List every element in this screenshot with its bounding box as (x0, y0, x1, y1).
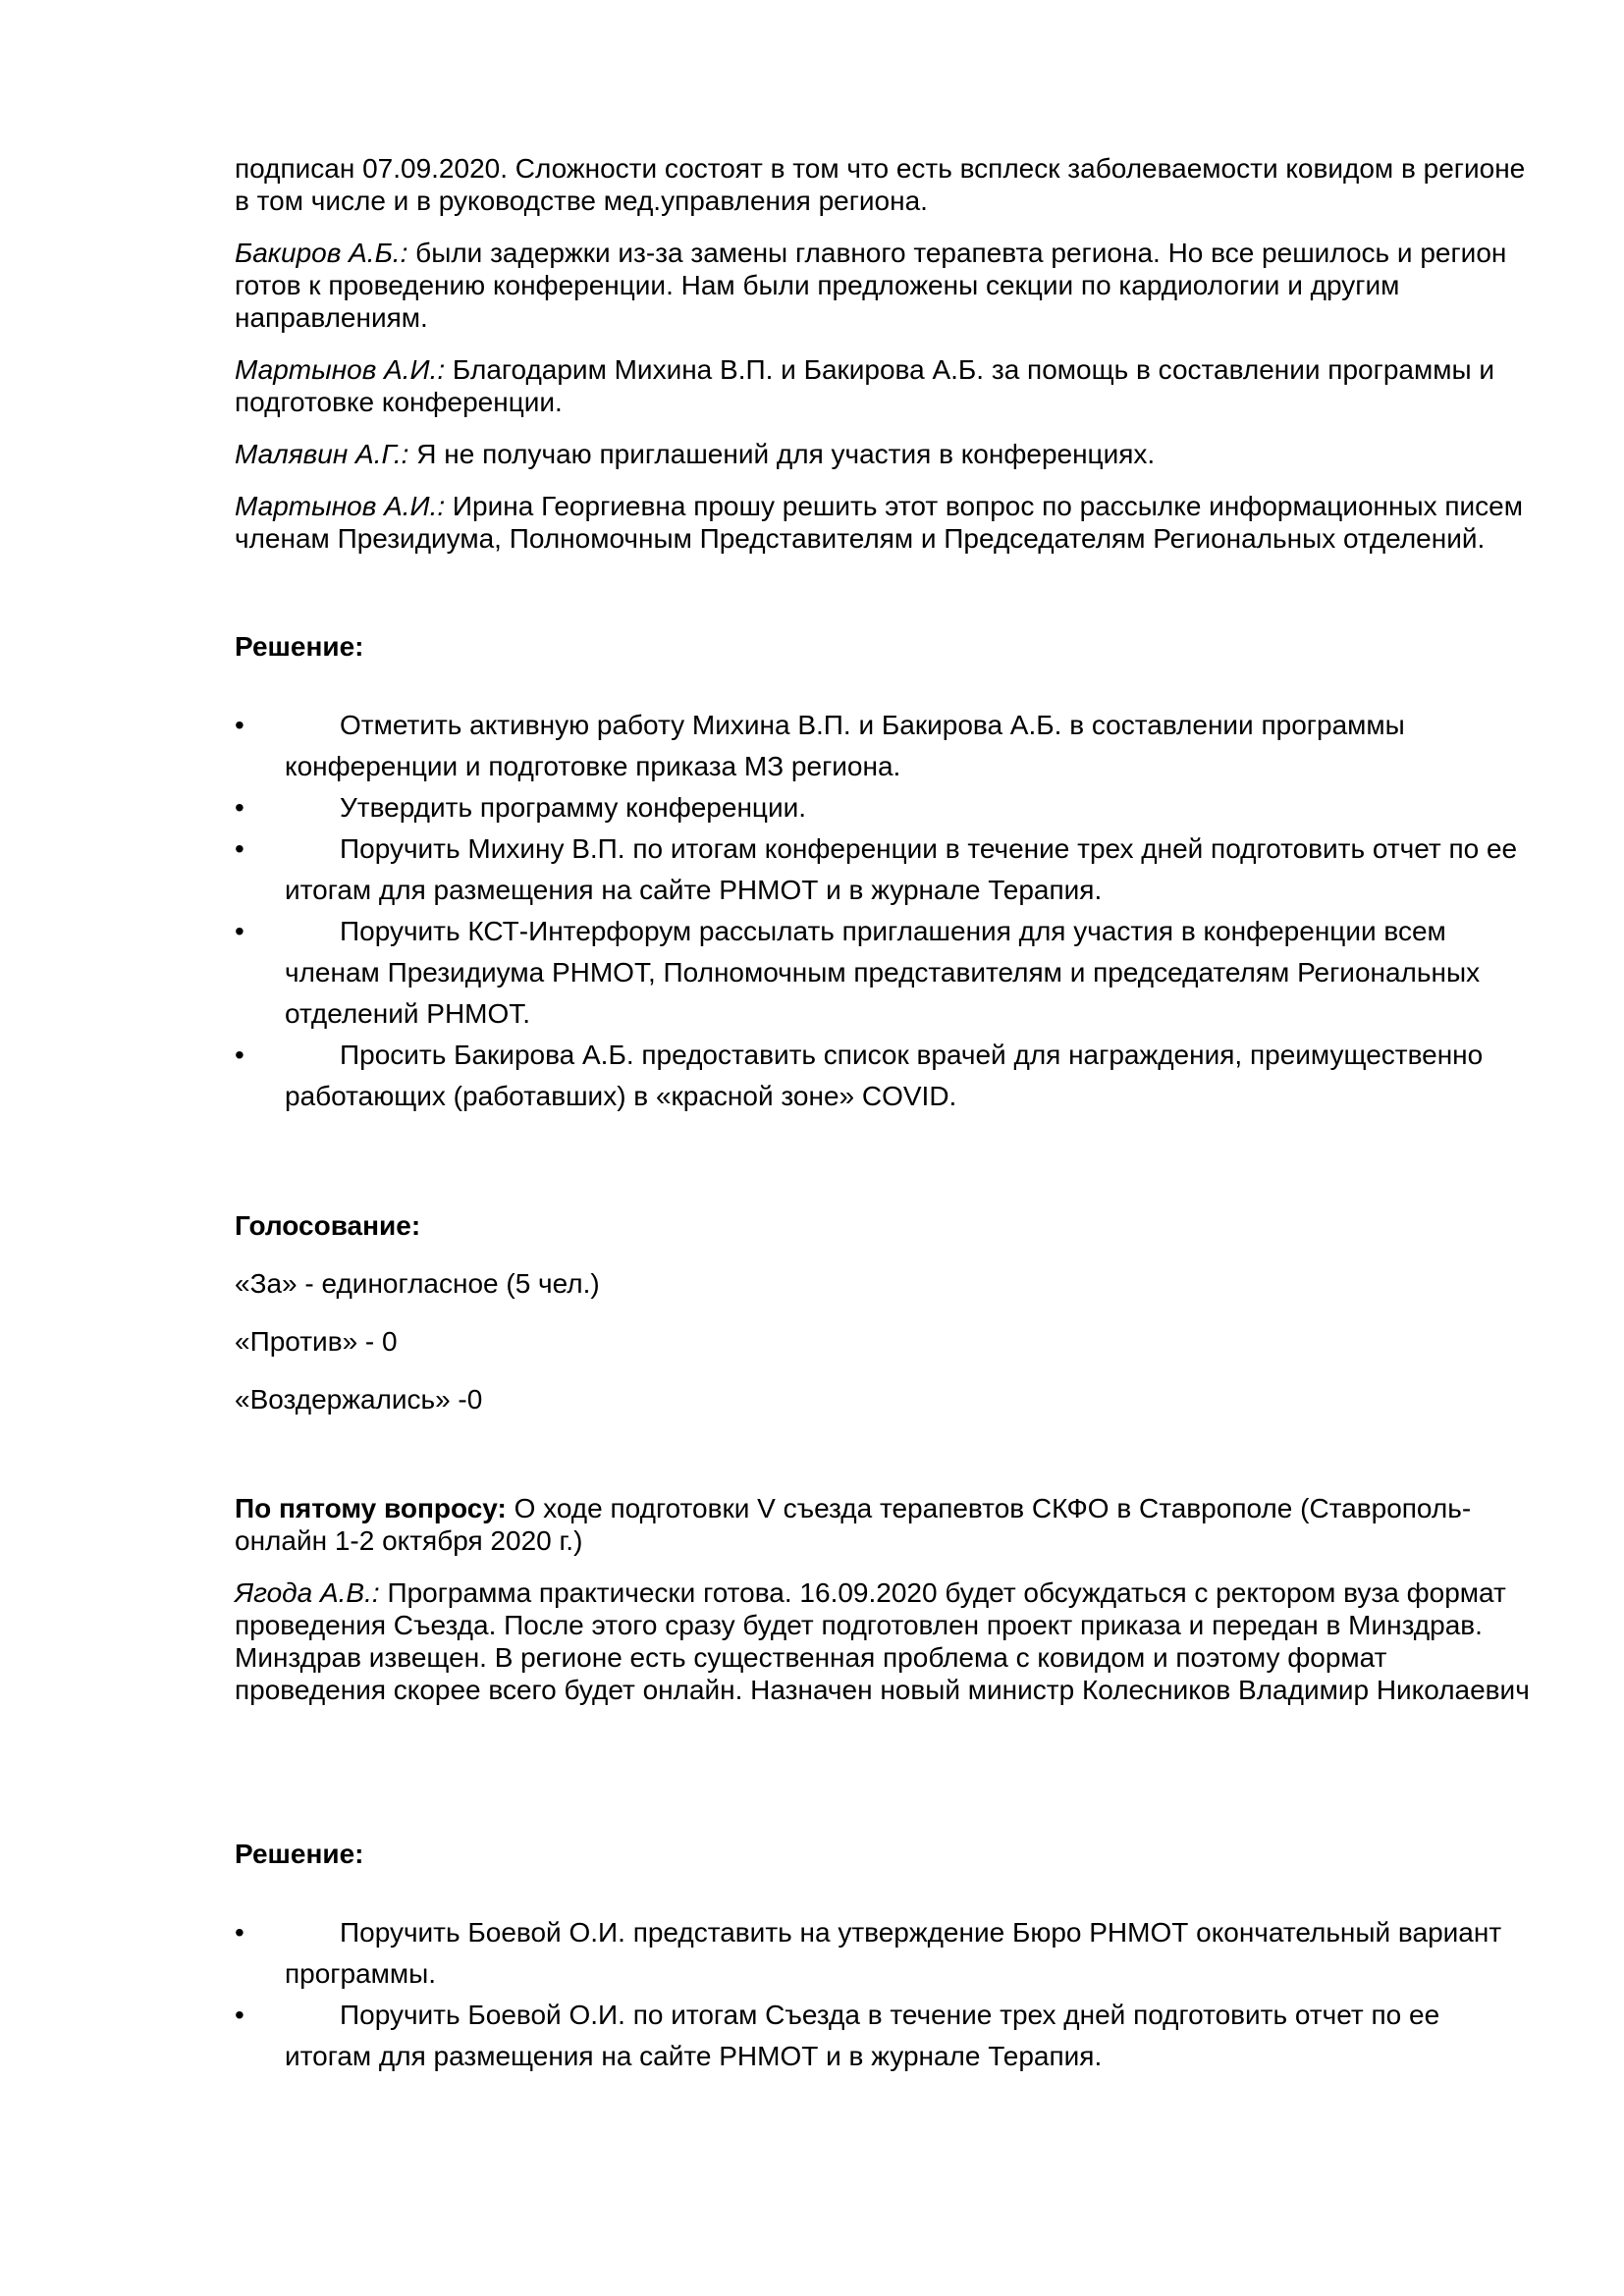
decision-item (235, 1035, 1531, 1117)
question-text: О ходе подготовки V съезда терапевтов СКФО в Ставрополе (Ставрополь- онлайн 1-2 октября 2020 г.) (235, 1493, 1472, 1556)
bullet-glyph: • (235, 2000, 244, 2030)
vote-for: «За» - единогласное (5 чел.) (235, 1268, 600, 1299)
remark-yagoda (235, 1576, 1531, 1706)
vote-abstained: «Воздержались» -0 (235, 1384, 483, 1415)
remark-bakirov (235, 237, 1531, 334)
document-page (235, 152, 1531, 2077)
decision-item-text: Отметить активную работу Михина В.П. и Бакирова А.Б. в составлении программы конференции и подготовке приказа МЗ региона. (285, 710, 1405, 781)
decision-item (235, 911, 1531, 1035)
remark-text: Благодарим Михина В.П. и Бакирова А.Б. за помощь в составлении программы и подготовке конференции. (235, 354, 1495, 417)
bullet-glyph: • (235, 1917, 244, 1948)
decision-item-text: Поручить КСТ-Интерфорум рассылать приглашения для участия в конференции всем членам Президиума РНМОТ, Полномочным представителям и председателям Региональных отделений РНМОТ. (285, 916, 1481, 1029)
decision-item-text: Поручить Боевой О.И. представить на утверждение Бюро РНМОТ окончательный вариант программы. (285, 1917, 1502, 1989)
vote-against: «Против» - 0 (235, 1326, 398, 1357)
bullet-glyph: • (235, 833, 244, 864)
question-label: По пятому вопросу: (235, 1493, 507, 1523)
remark-martynov-2 (235, 490, 1531, 555)
decision-list-2 (235, 1912, 1531, 2077)
bullet-glyph: • (235, 710, 244, 740)
decision-heading: Решение: (235, 631, 364, 662)
remark-text: Программа практически готова. 16.09.2020 будет обсуждаться с ректором вуза формат проведения Съезда. После этого сразу будет подготовлен проект приказа и передан в Минздрав. Минздрав извещен. В регионе есть существенная проблема с ковидом и поэтому формат проведения скорее всего будет онлайн. Назначен новый министр Колесников Владимир Николаевич (235, 1577, 1530, 1705)
question-five (235, 1492, 1531, 1557)
remark-text: были задержки из-за замены главного терапевта региона. Но все решилось и регион готов к проведению конференции. Нам были предложены секции по кардиологии и другим направлениям. (235, 238, 1507, 333)
decision-item-text: Утвердить программу конференции. (340, 792, 807, 823)
bullet-glyph: • (235, 1040, 244, 1070)
decision-list (235, 705, 1531, 1117)
decision-item (235, 787, 1531, 828)
voting-heading: Голосование: (235, 1210, 421, 1241)
decision-item (235, 828, 1531, 911)
decision-item (235, 1995, 1531, 2077)
decision-item-text: Поручить Михину В.П. по итогам конференции в течение трех дней подготовить отчет по ее итогам для размещения на сайте РНМОТ и в журнале Терапия. (285, 833, 1518, 905)
speaker-name: Бакиров А.Б.: (235, 238, 408, 268)
remark-text: Я не получаю приглашений для участия в конференциях. (408, 439, 1156, 469)
speaker-name: Ягода А.В.: (235, 1577, 380, 1608)
remark-text: Ирина Георгиевна прошу решить этот вопрос по рассылке информационных писем членам Президиума, Полномочным Представителям и Председателям Региональных отделений. (235, 491, 1523, 554)
decision-item (235, 705, 1531, 787)
remark-martynov-1 (235, 353, 1531, 418)
decision-heading-2: Решение: (235, 1839, 364, 1869)
speaker-name: Мартынов А.И.: (235, 491, 446, 521)
bullet-glyph: • (235, 792, 244, 823)
decision-item-text: Просить Бакирова А.Б. предоставить список врачей для награждения, преимущественно работающих (работавших) в «красной зоне» COVID. (285, 1040, 1484, 1111)
decision-item (235, 1912, 1531, 1995)
speaker-name: Малявин А.Г.: (235, 439, 409, 469)
intro-paragraph: подписан 07.09.2020. Сложности состоят в том что есть всплеск заболеваемости ковидом в регионе в том числе и в руководстве мед.управления региона. (235, 153, 1526, 216)
remark-malyavin (235, 438, 1531, 470)
speaker-name: Мартынов А.И.: (235, 354, 446, 385)
bullet-glyph: • (235, 916, 244, 946)
decision-item-text: Поручить Боевой О.И. по итогам Съезда в течение трех дней подготовить отчет по ее итогам для размещения на сайте РНМОТ и в журнале Терапия. (285, 2000, 1440, 2071)
